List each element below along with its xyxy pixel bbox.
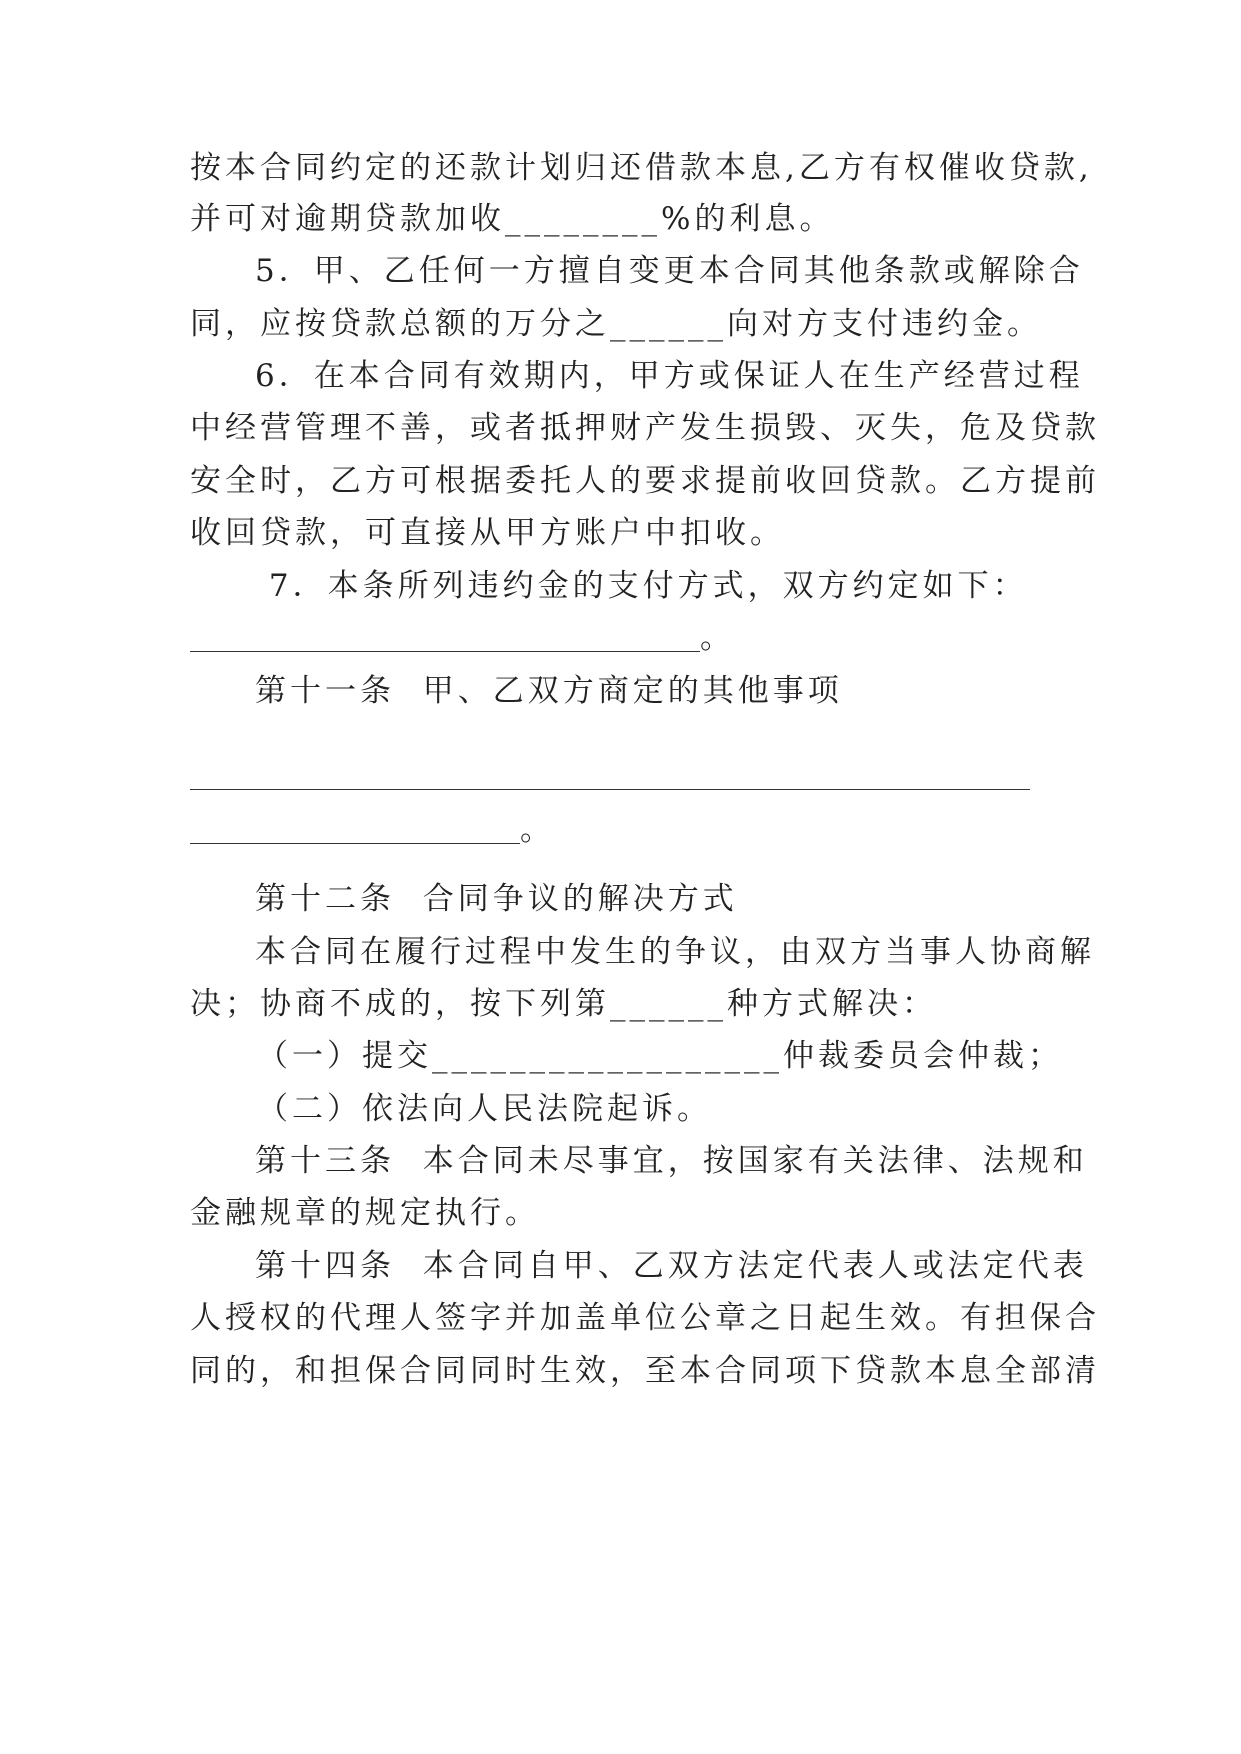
- clause-6-line-2: 中经营管理不善，或者抵押财产发生损毁、灭失，危及贷款: [190, 410, 1100, 446]
- article-12-option-2: （二）依法向人民法院起诉。: [257, 1091, 712, 1127]
- article-12-option-1: （一）提交__________________仲裁委员会仲裁；: [257, 1038, 1063, 1074]
- article-14-line-3: 同的，和担保合同同时生效，至本合同项下贷款本息全部清: [190, 1353, 1100, 1389]
- clause-6-line-3: 安全时，乙方可根据委托人的要求提前收回贷款。乙方提前: [190, 463, 1100, 499]
- blank-line-period-1: 。: [700, 620, 731, 656]
- text-line-1: 按本合同约定的还款计划归还借款本息,乙方有权催收贷款,: [190, 150, 1093, 186]
- clause-5-line-2: 同，应按贷款总额的万分之______向对方支付违约金。: [190, 306, 1042, 342]
- text-line-2: 并可对逾期贷款加收________%的利息。: [190, 201, 835, 237]
- clause-5-line-1: 5．甲、乙任何一方擅自变更本合同其他条款或解除合: [255, 253, 1084, 289]
- article-12-line-1: 本合同在履行过程中发生的争议，由双方当事人协商解: [255, 934, 1095, 970]
- clause-6-line-4: 收回贷款，可直接从甲方账户中扣收。: [190, 515, 785, 551]
- clause-7-line-1: 7．本条所列违约金的支付方式，双方约定如下：: [255, 568, 1028, 604]
- article-13-line-2: 金融规章的规定执行。: [190, 1195, 540, 1231]
- blank-line-other-matters-2: [190, 843, 520, 844]
- blank-line-payment-method: [190, 651, 700, 652]
- blank-line-period-2: 。: [520, 812, 551, 848]
- article-11-heading: 第十一条 甲、乙双方商定的其他事项: [255, 673, 843, 709]
- article-12-heading: 第十二条 合同争议的解决方式: [255, 881, 738, 917]
- blank-line-other-matters-1: [190, 789, 1030, 790]
- article-13-line-1: 第十三条 本合同未尽事宜，按国家有关法律、法规和: [255, 1143, 1088, 1179]
- clause-6-line-1: 6．在本合同有效期内，甲方或保证人在生产经营过程: [255, 358, 1084, 394]
- article-14-line-1: 第十四条 本合同自甲、乙双方法定代表人或法定代表: [255, 1248, 1088, 1284]
- article-14-line-2: 人授权的代理人签字并加盖单位公章之日起生效。有担保合: [190, 1300, 1100, 1336]
- article-12-line-2: 决；协商不成的，按下列第______种方式解决：: [190, 986, 937, 1022]
